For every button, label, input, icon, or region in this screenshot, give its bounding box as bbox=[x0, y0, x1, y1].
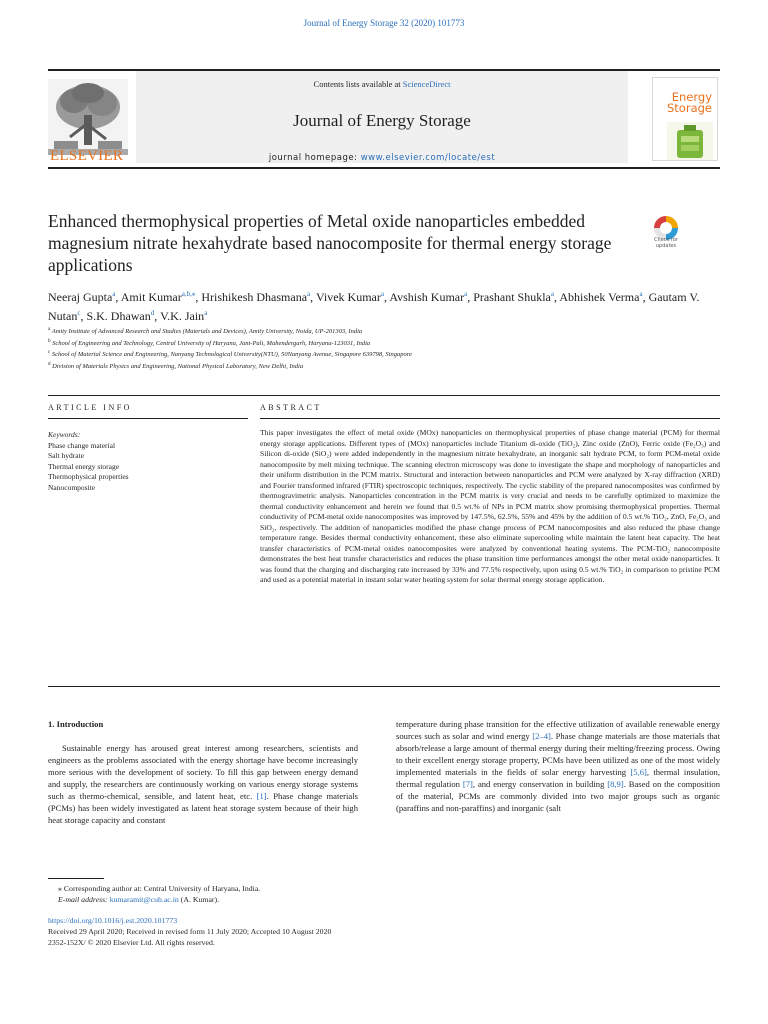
journal-masthead bbox=[48, 69, 720, 169]
divider-bottom bbox=[48, 686, 720, 687]
journal-homepage-link[interactable]: www.elsevier.com/locate/est bbox=[360, 153, 496, 163]
author-name[interactable]: Neeraj Gupta$^a$ bbox=[48, 290, 116, 304]
keywords-label: Keywords: bbox=[48, 430, 81, 439]
check-for-updates-label[interactable]: Check for updates bbox=[654, 237, 678, 249]
affiliation-list bbox=[48, 325, 720, 372]
cover-battery-image-icon bbox=[667, 122, 713, 160]
author-email-link[interactable]: kumaramit@cuh.ac.in bbox=[109, 895, 179, 904]
copyright-line: 2352-152X/ © 2020 Elsevier Ltd. All rights reserved. bbox=[48, 938, 215, 947]
author-affiliation-marker[interactable]: a bbox=[464, 290, 468, 298]
affiliation-item: $^a$ Amity Institute of Advanced Research and Studies (Materials and Devices), Amity University, Noida, UP-201303, India bbox=[48, 327, 363, 336]
author-name[interactable]: Amit Kumar$^{a,b,⁎}$ bbox=[120, 290, 196, 304]
author-name[interactable]: Avshish Kumar$^a$ bbox=[389, 290, 468, 304]
contents-available-line: Contents lists available at ScienceDirect bbox=[313, 79, 451, 89]
footnote-divider bbox=[48, 878, 104, 879]
divider-top bbox=[48, 395, 720, 396]
author-affiliation-marker[interactable]: d bbox=[150, 309, 155, 317]
author-name[interactable]: V.K. Jain$^a$ bbox=[160, 309, 208, 323]
cover-title: Energy Storage bbox=[667, 90, 712, 115]
keyword-item: Phase change material bbox=[48, 440, 116, 450]
author-affiliation-marker[interactable]: a,b,⁎ bbox=[181, 290, 196, 298]
affiliation-item: $^b$ School of Engineering and Technology, Central University of Haryana, Jant-Pali, Mahendergarh, Haryana-123031, India bbox=[48, 338, 371, 347]
journal-reference[interactable]: Journal of Energy Storage 32 (2020) 101773 bbox=[303, 18, 465, 28]
publication-info bbox=[48, 915, 548, 948]
affiliation-item: $^d$ Division of Materials Physics and Engineering, National Physical Laboratory, New Delhi, India bbox=[48, 361, 304, 371]
keyword-item: Salt hydrate bbox=[48, 451, 85, 460]
section-heading-introduction: 1. Introduction bbox=[48, 719, 104, 729]
keyword-item: Thermophysical properties bbox=[48, 472, 129, 481]
author-affiliation-marker[interactable]: a bbox=[550, 290, 554, 298]
journal-cover[interactable] bbox=[652, 77, 718, 161]
author-name[interactable]: Hrishikesh Dhasmana$^a$ bbox=[201, 290, 311, 304]
masthead-center-panel bbox=[136, 71, 628, 163]
author-name[interactable]: S.K. Dhawan$^d$ bbox=[86, 309, 155, 323]
author-affiliation-marker[interactable]: c bbox=[77, 309, 81, 317]
citation-link[interactable]: [2–4] bbox=[532, 731, 551, 741]
abstract-text: This paper investigates the effect of metal oxide (MOx) nanoparticles on thermophysical properties of phase change material (PCM) for thermal energy storage applications. Different types of (MOx) nanoparticles include Titanium di-oxide (TiO₂), Zinc oxide (ZnO), Ferric oxide (Fe₂O₃) and Silicon di-oxide (SiO₂) were added independently in the magnesium nitrate hexahydrate, an inorganic salt hydrate PCM, to form PCM-metal oxide nanocomposite by melt mixing technique. The scanning electron microscopy was done to investigate the shape and morphology of nanoparticles and their uniform distribution in the PCM matrix. Structural and interaction between nanoparticles and PCM were analyzed by X-ray diffraction (XRD) and Fourier transformed infrared (FTIR) spectroscopic techniques, respectively. The cyclic stability of the prepared nanocomposites was confirmed by thermogravimetric analysis. Nanoparticles concentration in the PCM matrix is very crucial and needs to be carefully optimized to maximize the thermal conductivity enhancement and herein we found that 0.5 wt.% of NPs in PCM matrix show promising thermophysical properties. Thermal conductivity of PCM-metal oxide nanocomposites was improved by 147.5%, 62.5%, 55% and 45% by the addition of 0.5 wt.% TiO₂, ZnO, Fe₂O₃ and SiO₂, respectively. The addition of nanoparticles modified the phase change process of PCM nanocomposites and also reduced the phase change temperature range. Besides thermal conductivity enhancement, these also eliminate supercooling while maintain the latent heat capacity. The heat transfer characteristics of PCM-metal oxides nanocomposites were analyzed by conventional heating systems. The PCM-TiO₂ nanocomposite demonstrates the best heat transfer characteristics and reduces the phase transition time performances amongst the other metal oxide nanoparticles. It was found that the charging and discharging rate increased by 33% and 77.5% respectively, upon using 0.5 wt.% TiO₂ in comparison to pristine PCM and used as a potential material in instant solar water heating system for solar thermal energy storage application. bbox=[260, 428, 720, 584]
author-affiliation-marker[interactable]: a bbox=[380, 290, 384, 298]
sciencedirect-link[interactable]: ScienceDirect bbox=[402, 79, 451, 89]
body-paragraph: Sustainable energy has aroused great interest among researchers, scientists and engineers as the problems associated with the energy shortage have become increasingly more serious with the development of society. To fill this gap between energy demand and supply, the researchers are continuously working on various energy storage systems such as thermo-chemical, sensible, and latent heat, etc. [1]. Phase change materials (PCMs) has been widely investigated as latent heat storage system because of their high heat storage capacity and constant bbox=[48, 743, 358, 825]
article-title: Enhanced thermophysical properties of Metal oxide nanoparticles embedded magnesium nitrate hexahydrate based nanocomposite for thermal energy storage applications bbox=[48, 211, 612, 275]
article-info-heading: ARTICLE INFO bbox=[48, 403, 132, 412]
journal-title: Journal of Energy Storage bbox=[293, 111, 471, 130]
doi-link[interactable]: https://doi.org/10.1016/j.est.2020.101773 bbox=[48, 916, 178, 925]
divider-info bbox=[48, 418, 248, 419]
keywords-block bbox=[48, 430, 248, 493]
keyword-item: Nanocomposite bbox=[48, 482, 96, 492]
elsevier-wordmark: ELSEVIER bbox=[50, 148, 124, 164]
author-affiliation-marker[interactable]: a bbox=[204, 309, 208, 317]
author-name[interactable]: Abhishek Verma$^a$ bbox=[559, 290, 643, 304]
author-name[interactable]: Gautam V. Nutan$^c$ bbox=[48, 290, 700, 323]
abstract-heading: ABSTRACT bbox=[260, 403, 322, 412]
author-name[interactable]: Prashant Shukla$^a$ bbox=[473, 290, 554, 304]
received-dates: Received 29 April 2020; Received in revised form 11 July 2020; Accepted 10 August 2020 bbox=[48, 927, 332, 936]
citation-link[interactable]: [8,9] bbox=[607, 779, 624, 789]
corresponding-author-footnote: ⁎ Corresponding author at: Central University of Haryana, India. E-mail address: kumaramit@cuh.ac.in (A. Kumar). bbox=[58, 884, 261, 904]
body-column-left bbox=[48, 718, 358, 826]
body-paragraph: temperature during phase transition for the effective utilization of available renewable energy sources such as solar and wind energy [2–4]. Phase change materials are those materials that absorb/release a large amount of thermal energy during their melting/freezing process. Owing to their excellent energy storage property, PCMs have been utilized as one of the most widely implemented materials in the fields of solar energy harvesting [5,6], thermal insulation, thermal regulation [7], and energy conservation in building [8,9]. Based on the composition of the material, PCMs are commonly divided into two major groups such as organic (paraffins and non-paraffins) and inorganic (salt bbox=[396, 719, 720, 813]
citation-link[interactable]: [5,6] bbox=[630, 767, 647, 777]
divider-abstract bbox=[260, 418, 720, 419]
author-affiliation-marker[interactable]: a bbox=[307, 290, 311, 298]
affiliation-item: $^c$ School of Material Science and Engineering, Nanyang Technological University(NTU), 50Nanyang Avenue, Singapore 639798, Singapore bbox=[48, 350, 412, 359]
author-affiliation-marker[interactable]: a bbox=[112, 290, 116, 298]
author-name[interactable]: Vivek Kumar$^a$ bbox=[315, 290, 384, 304]
author-list: Neeraj Gupta$^a$, Amit Kumar$^{a,b,⁎}$, Hrishikesh Dhasmana$^a$, Vivek Kumar$^a$, Avshish Kumar$^a$, Prashant Shukla$^a$, Abhishek Verma$^a$, Gautam V. Nutan$^c$, S.K. Dhawan$^d$, V.K. Jain$^a$ bbox=[48, 290, 700, 323]
journal-homepage-line: journal homepage: www.elsevier.com/locate/est bbox=[268, 153, 496, 163]
author-affiliation-marker[interactable]: a bbox=[639, 290, 643, 298]
keyword-item: Thermal energy storage bbox=[48, 461, 120, 471]
body-column-right bbox=[396, 718, 720, 814]
citation-link[interactable]: [7] bbox=[462, 779, 473, 789]
citation-link[interactable]: [1] bbox=[256, 791, 267, 801]
